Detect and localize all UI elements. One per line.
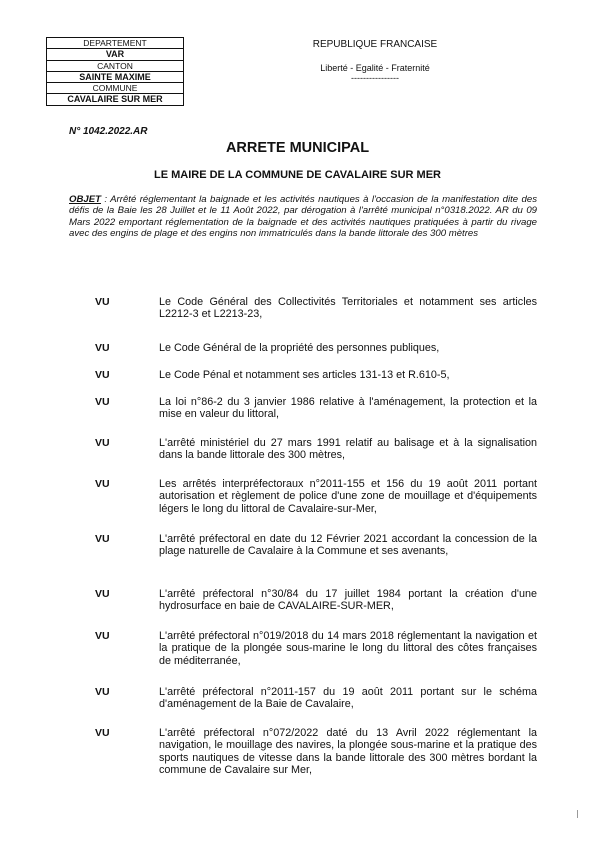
vu-text: L'arrêté préfectoral n°019/2018 du 14 mars 2018 réglementant la navigation et la pratique de la plongée sous-marine le long du littoral des côtes françaises de méditerranée,	[159, 630, 537, 667]
vu-text: Le Code Général des Collectivités Territoriales et notamment ses articles L2212-3 et L2213-23,	[159, 296, 537, 321]
vu-text: L'arrêté préfectoral n°2011-157 du 19 août 2011 portant sur le schéma d'aménagement de la Baie de Cavalaire,	[159, 686, 537, 711]
page-subtitle: LE MAIRE DE LA COMMUNE DE CAVALAIRE SUR MER	[153, 169, 442, 181]
vu-text: Le Code Général de la propriété des personnes publiques,	[159, 342, 440, 354]
vu-text: La loi n°86-2 du 3 janvier 1986 relative à l'aménagement, la protection et la mise en valeur du littoral,	[159, 396, 537, 421]
administrative-box	[46, 37, 184, 106]
vu-label: VU	[95, 588, 110, 600]
vu-text: L'arrêté préfectoral en date du 12 Février 2021 accordant la concession de la plage naturelle de Cavalaire à la Commune et ses avenants,	[159, 533, 537, 558]
republique-header	[300, 38, 450, 81]
departement-label: DEPARTEMENT	[47, 38, 183, 49]
canton-label: CANTON	[47, 61, 183, 72]
vu-label: VU	[95, 342, 110, 354]
vu-text: L'arrêté préfectoral n°072/2022 daté du 13 Avril 2022 réglementant la navigation, le mouillage des navires, la plongée sous-marine et la pratique des sports nautiques de vitesse dans la bande littorale des 300 mètres bordant la commune de Cavalaire sur Mer,	[159, 727, 537, 777]
vu-label: VU	[95, 686, 110, 698]
vu-text: L'arrêté préfectoral n°30/84 du 17 juillet 1984 portant la création d'une hydrosurface en baie de CAVALAIRE-SUR-MER,	[159, 588, 537, 613]
vu-label: VU	[95, 727, 110, 739]
objet-text: : Arrêté réglementant la baignade et les activités nautiques à l'occasion de la manifestation dite des défis de la Baie les 28 Juillet et le 11 Août 2022, par dérogation à l'arrêté municipal n°0318.2022. AR du 09 Mars 2022 emportant réglementation de la baignade et des activités nautiques pratiquées à partir du rivage avec des engins de plage et des engins non immatriculés dans la bande littorale des 300 mètres	[69, 194, 537, 240]
republique-motto: Liberté - Egalité - Fraternité	[320, 63, 430, 73]
vu-text: Les arrêtés interpréfectoraux n°2011-155 et 156 du 19 août 2011 portant autorisation et règlement de police d'une zone de mouillage et d'équipements légers le long du littoral de Cavalaire-sur-Mer,	[159, 478, 537, 515]
motto-underline: ----------------	[351, 73, 399, 83]
vu-label: VU	[95, 369, 110, 381]
scan-mark	[577, 810, 582, 818]
objet-label: OBJET	[69, 194, 101, 205]
arrete-number: N° 1042.2022.AR	[69, 126, 148, 137]
commune-label: COMMUNE	[47, 83, 183, 94]
objet-paragraph	[69, 194, 537, 240]
commune-value: CAVALAIRE SUR MER	[67, 94, 163, 105]
vu-label: VU	[95, 630, 110, 642]
departement-value: VAR	[47, 49, 183, 60]
vu-label: VU	[95, 296, 110, 308]
vu-label: VU	[95, 478, 110, 490]
vu-label: VU	[95, 396, 110, 408]
page-title: ARRETE MUNICIPAL	[225, 140, 370, 156]
republique-title: REPUBLIQUE FRANCAISE	[312, 39, 438, 50]
vu-text: Le Code Pénal et notamment ses articles 131-13 et R.610-5,	[159, 369, 450, 381]
vu-label: VU	[95, 437, 110, 449]
canton-value: SAINTE MAXIME	[47, 72, 183, 83]
vu-text: L'arrêté ministériel du 27 mars 1991 relatif au balisage et à la signalisation dans la bande littorale des 300 mètres,	[159, 437, 537, 462]
vu-label: VU	[95, 533, 110, 545]
